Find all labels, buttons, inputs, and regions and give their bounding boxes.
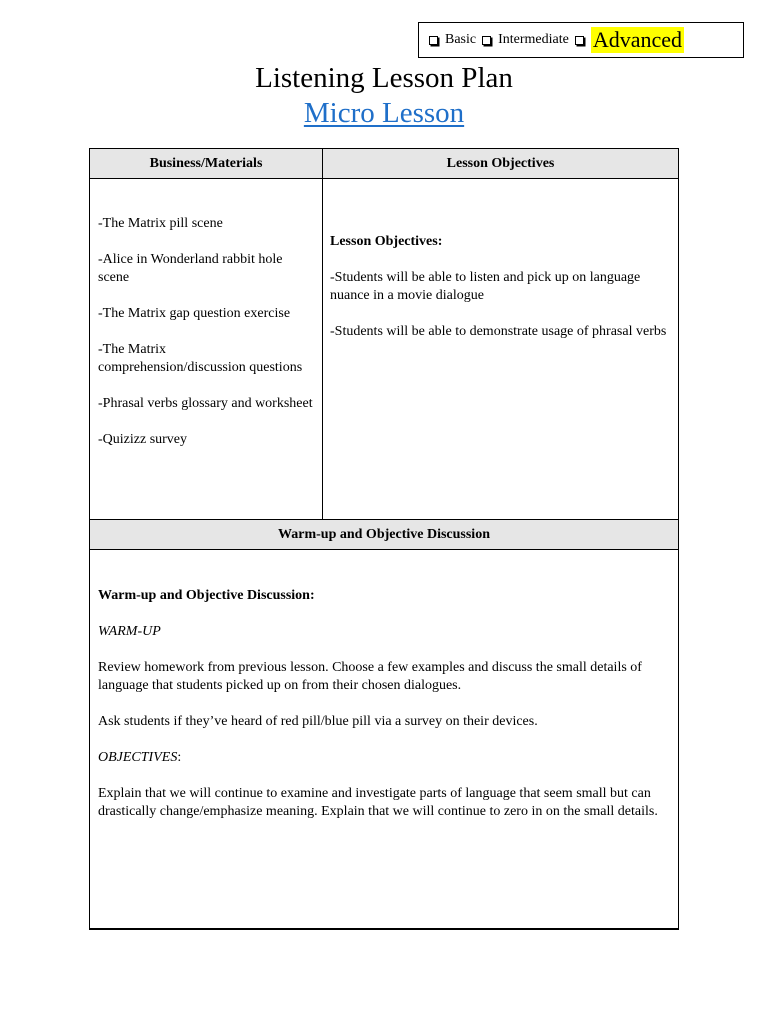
column-header-materials: Business/Materials (149, 155, 263, 171)
warmup-label: WARM-UP (98, 624, 161, 639)
level-label-basic: Basic (445, 32, 477, 47)
level-label-intermediate: Intermediate (498, 32, 569, 47)
objectives-label: OBJECTIVES (98, 750, 178, 765)
checkbox-icon[interactable] (482, 36, 491, 45)
warmup-paragraph: Ask students if they’ve heard of red pill/blue pill via a survey on their devices. (98, 714, 538, 729)
list-item: -Quizizz survey (98, 432, 188, 447)
level-selector (418, 22, 744, 58)
list-item: -Alice in Wonderland rabbit hole scene (98, 252, 283, 285)
warmup-header: Warm-up and Objective Discussion (278, 526, 490, 542)
subtitle-link[interactable]: Micro Lesson (303, 97, 465, 129)
level-option-intermediate[interactable] (482, 32, 569, 48)
table-header-row (90, 149, 678, 179)
list-item: -The Matrix pill scene (98, 216, 223, 231)
warmup-paragraph: Review homework from previous lesson. Choose a few examples and discuss the small details of language that students picked up on from their chosen dialogues. (98, 660, 642, 693)
objectives-label-line (98, 749, 670, 767)
checkbox-icon[interactable] (429, 36, 438, 45)
list-item: -The Matrix gap question exercise (98, 306, 291, 321)
materials-list (98, 215, 316, 467)
list-item: -Students will be able to demonstrate usage of phrasal verbs (330, 324, 667, 339)
page-subtitle (0, 95, 768, 131)
level-option-basic[interactable] (429, 32, 476, 48)
objectives-heading: Lesson Objectives: (330, 234, 443, 249)
warmup-heading: Warm-up and Objective Discussion: (98, 588, 315, 603)
level-option-advanced[interactable] (575, 27, 684, 53)
column-divider (322, 149, 323, 519)
page-title: Listening Lesson Plan (255, 62, 513, 94)
list-item: -Students will be able to listen and pick up on language nuance in a movie dialogue (330, 270, 641, 303)
level-label-advanced: Advanced (592, 27, 683, 52)
list-item: -Phrasal verbs glossary and worksheet (98, 396, 313, 411)
objectives-paragraph: Explain that we will continue to examine and investigate parts of language that seem small but can drastically change/emphasize meaning. Explain that we will continue to zero in on the small details. (98, 786, 658, 819)
lesson-plan-table (89, 148, 679, 929)
warmup-header-row (90, 520, 678, 550)
table-bottom-border (89, 928, 679, 930)
warmup-section (98, 587, 670, 839)
objectives-label-suffix: : (177, 750, 182, 765)
checkbox-icon[interactable] (575, 36, 584, 45)
column-header-objectives: Lesson Objectives (446, 155, 555, 171)
list-item: -The Matrix comprehension/discussion questions (98, 342, 303, 375)
objectives-list (330, 233, 670, 359)
